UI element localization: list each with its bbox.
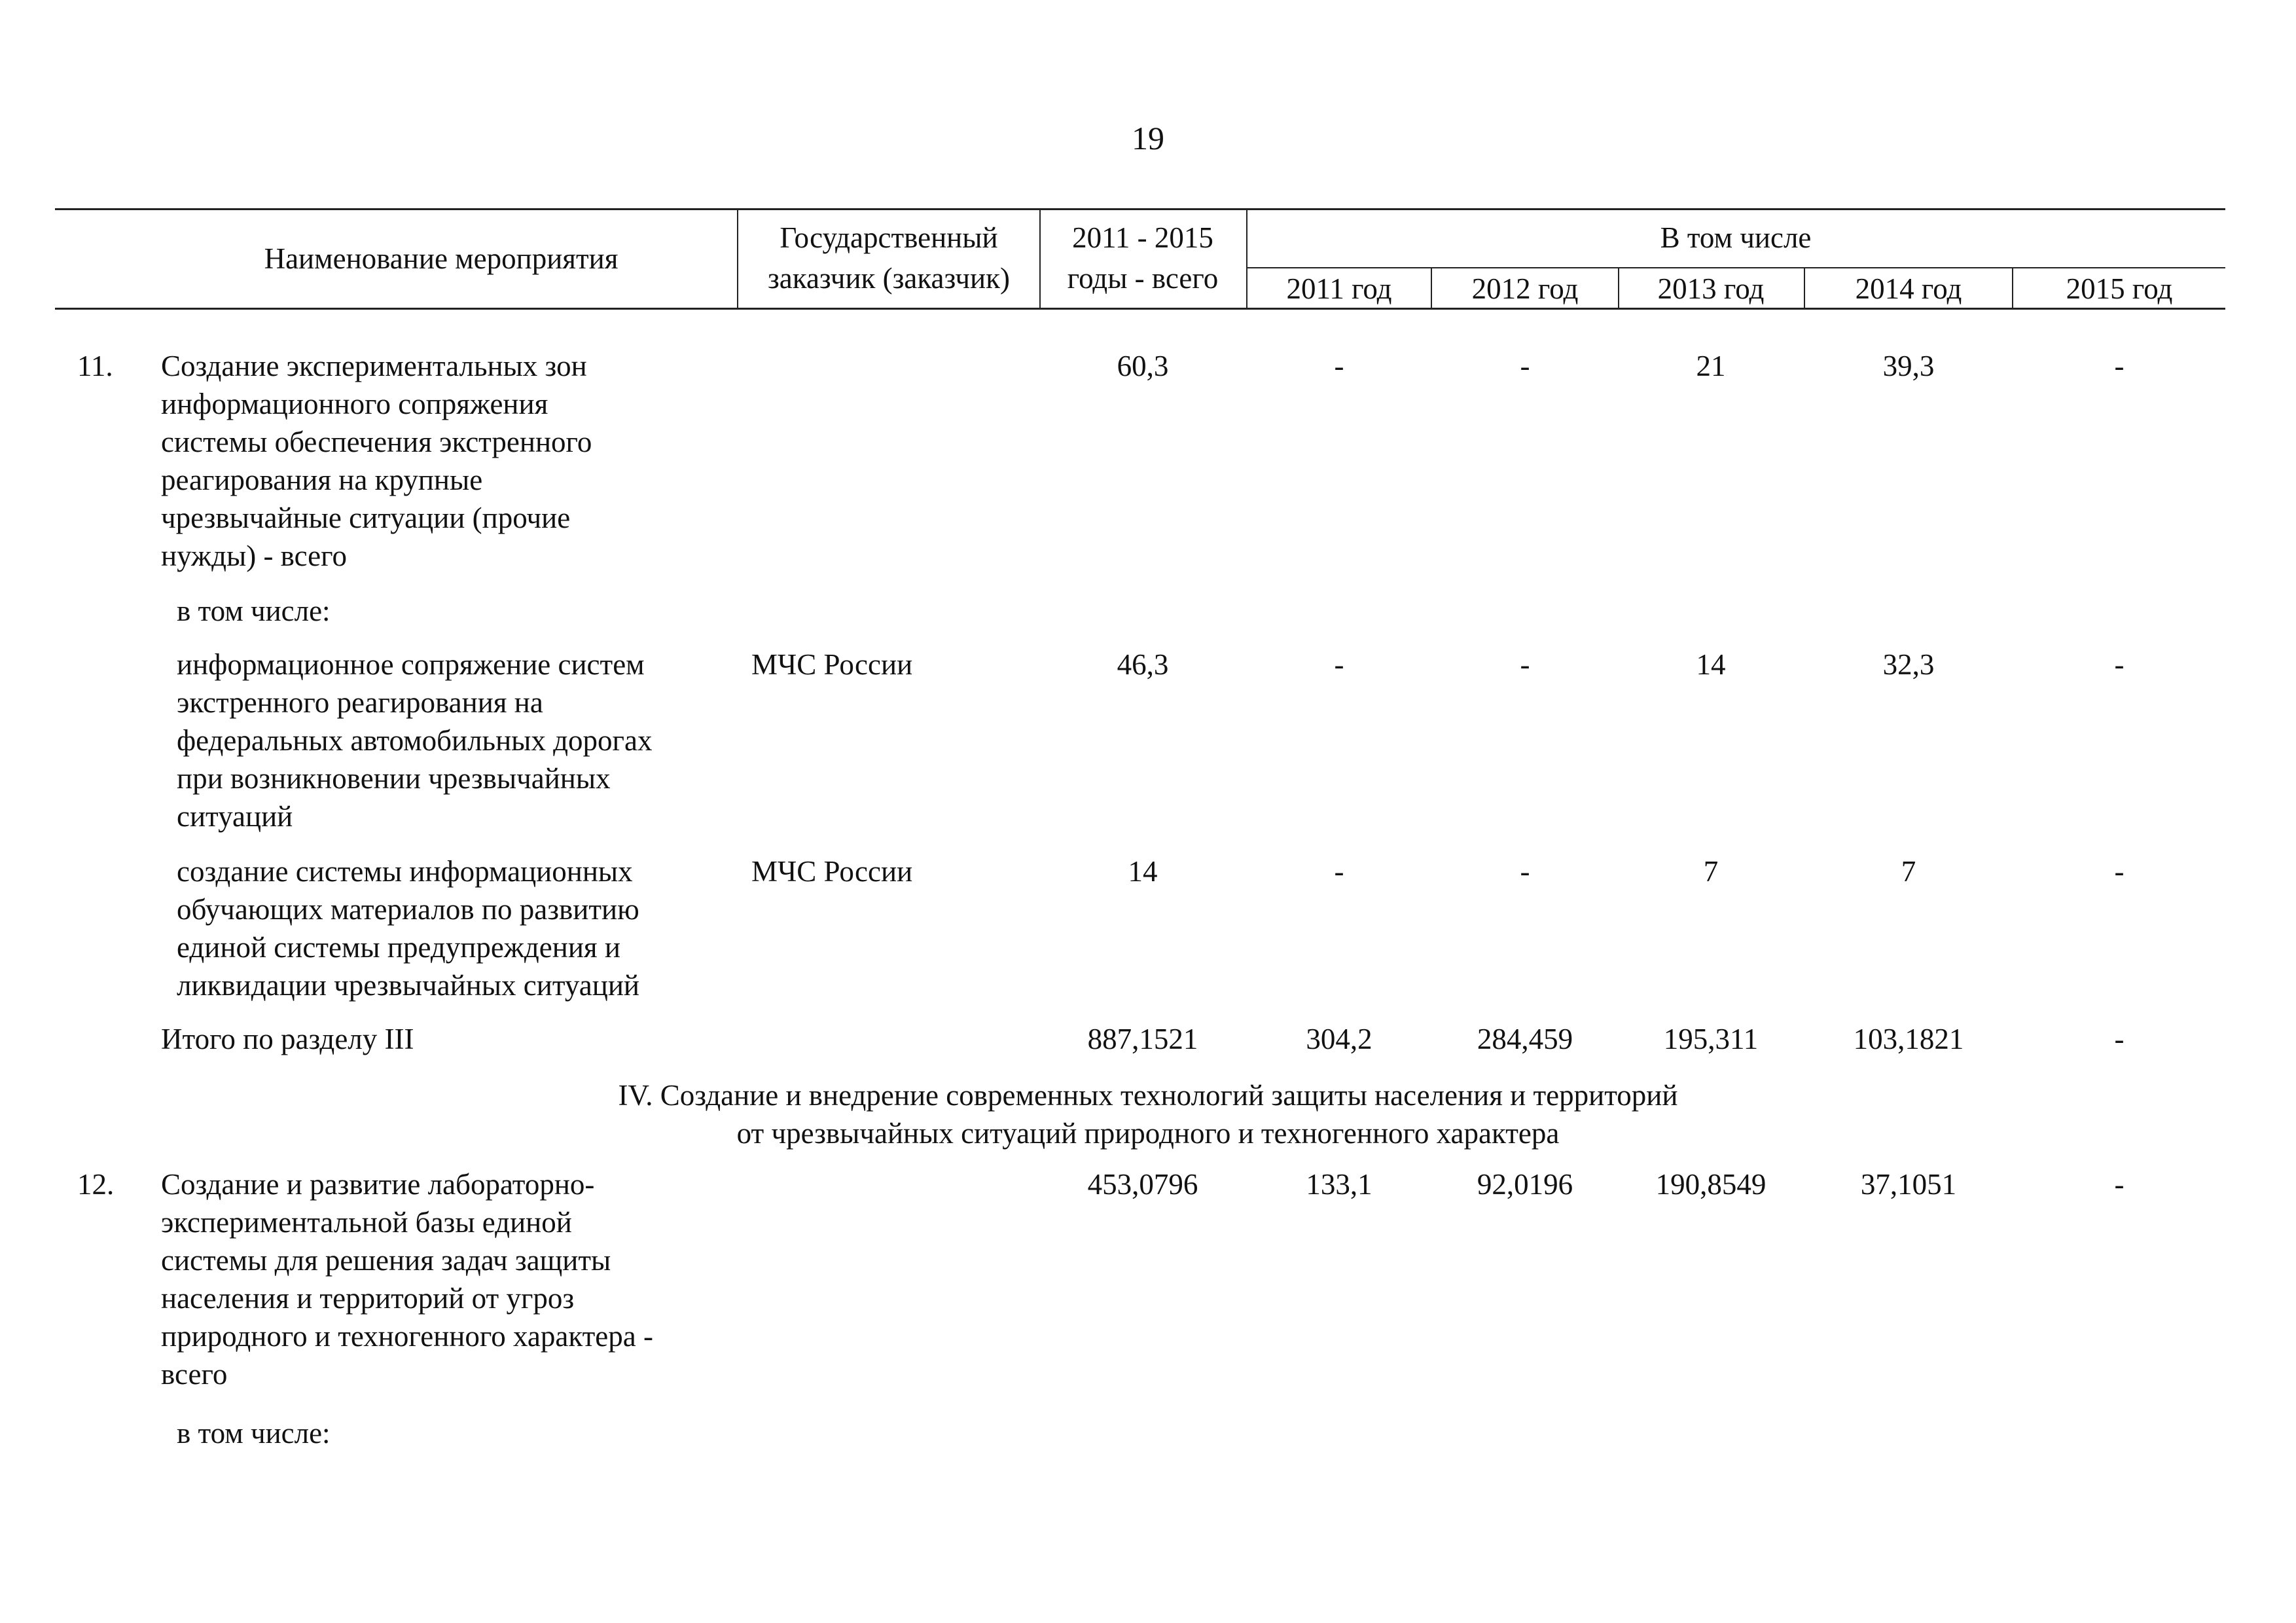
row-name-line: информационного сопряжения [161, 388, 548, 420]
row-total: 453,0796 [1087, 1168, 1198, 1201]
row-name-line: реагирования на крупные [161, 464, 483, 496]
row-2014: 32,3 [1882, 648, 1935, 681]
row-name-line: системы обеспечения экстренного [161, 426, 592, 458]
header-customer-1: Государственный [780, 221, 998, 254]
row-2013: 14 [1696, 648, 1726, 681]
row-2015: - [2114, 1023, 2125, 1055]
header-divider [1431, 268, 1432, 308]
header-year-2015: 2015 год [2066, 272, 2173, 305]
including-label: в том числе: [177, 594, 331, 627]
row-name-line: ситуаций [177, 800, 293, 833]
row-name-line: обучающих материалов по развитию [177, 893, 639, 926]
row-total: 887,1521 [1087, 1023, 1198, 1055]
header-year-2013: 2013 год [1657, 272, 1765, 305]
row-total: 46,3 [1117, 648, 1169, 681]
header-top-rule [55, 208, 2225, 210]
row-2013: 195,311 [1663, 1023, 1759, 1055]
row-customer: МЧС России [751, 855, 913, 888]
row-2014: 7 [1901, 855, 1916, 888]
row-2012: - [1520, 855, 1530, 888]
row-2011: - [1334, 350, 1344, 382]
row-name-line: населения и территорий от угроз [161, 1282, 575, 1315]
row-2012: 92,0196 [1477, 1168, 1573, 1201]
header-years-rule [1246, 267, 2225, 268]
row-name-line: экспериментальной базы единой [161, 1206, 572, 1239]
row-2015: - [2114, 1168, 2125, 1201]
row-2013: 190,8549 [1655, 1168, 1767, 1201]
header-bottom-rule [55, 308, 2225, 310]
row-2015: - [2114, 350, 2125, 382]
row-name-line: информационное сопряжение систем [177, 648, 645, 681]
row-2015: - [2114, 855, 2125, 888]
header-total-2: годы - всего [1067, 262, 1219, 295]
row-name-line: чрезвычайные ситуации (прочие [161, 501, 571, 534]
header-divider [1804, 268, 1805, 308]
row-name-line: природного и техногенного характера - [161, 1320, 653, 1353]
row-2011: 133,1 [1306, 1168, 1372, 1201]
header-year-2012: 2012 год [1471, 272, 1579, 305]
header-divider [1039, 210, 1041, 308]
section-heading-line: IV. Создание и внедрение современных технологий защиты населения и территорий [618, 1079, 1678, 1112]
header-divider [1618, 268, 1619, 308]
row-2015: - [2114, 648, 2125, 681]
row-2011: 304,2 [1306, 1023, 1372, 1055]
row-name-line: создание системы информационных [177, 855, 633, 888]
row-name-line: всего [161, 1358, 228, 1391]
header-divider [737, 210, 738, 308]
page-number: 19 [1132, 120, 1164, 156]
header-year-2014: 2014 год [1855, 272, 1962, 305]
row-name-line: экстренного реагирования на [177, 686, 543, 719]
row-total: 60,3 [1117, 350, 1169, 382]
row-name-line: федеральных автомобильных дорогах [177, 724, 653, 757]
row-2012: 284,459 [1477, 1023, 1573, 1055]
including-label: в том числе: [177, 1417, 331, 1450]
row-2013: 21 [1696, 350, 1726, 382]
row-name-line: при возникновении чрезвычайных [177, 762, 611, 795]
row-name-line: ликвидации чрезвычайных ситуаций [177, 969, 640, 1002]
header-customer-2: заказчик (заказчик) [768, 262, 1010, 295]
row-2013: 7 [1703, 855, 1719, 888]
header-divider [1246, 210, 1247, 308]
row-name-line: Создание экспериментальных зон [161, 350, 587, 382]
row-number: 11. [77, 350, 113, 382]
row-2014: 103,1821 [1853, 1023, 1964, 1055]
section-heading-line: от чрезвычайных ситуаций природного и техногенного характера [736, 1117, 1560, 1150]
header-total-1: 2011 - 2015 [1072, 221, 1213, 254]
row-2012: - [1520, 350, 1530, 382]
row-name-line: Создание и развитие лабораторно- [161, 1168, 595, 1201]
row-customer: МЧС России [751, 648, 913, 681]
row-2011: - [1334, 855, 1344, 888]
row-2014: 37,1051 [1860, 1168, 1957, 1201]
row-2014: 39,3 [1882, 350, 1935, 382]
header-divider [2012, 268, 2013, 308]
row-2011: - [1334, 648, 1344, 681]
row-name-line: системы для решения задач защиты [161, 1244, 611, 1277]
row-name-line: единой системы предупреждения и [177, 931, 620, 964]
header-name: Наименование мероприятия [264, 242, 619, 275]
header-including: В том числе [1660, 221, 1812, 254]
header-year-2011: 2011 год [1286, 272, 1392, 305]
row-name-line: нужды) - всего [161, 539, 347, 572]
row-number: 12. [77, 1168, 115, 1201]
row-2012: - [1520, 648, 1530, 681]
section-total-label: Итого по разделу III [161, 1023, 414, 1055]
row-total: 14 [1128, 855, 1158, 888]
